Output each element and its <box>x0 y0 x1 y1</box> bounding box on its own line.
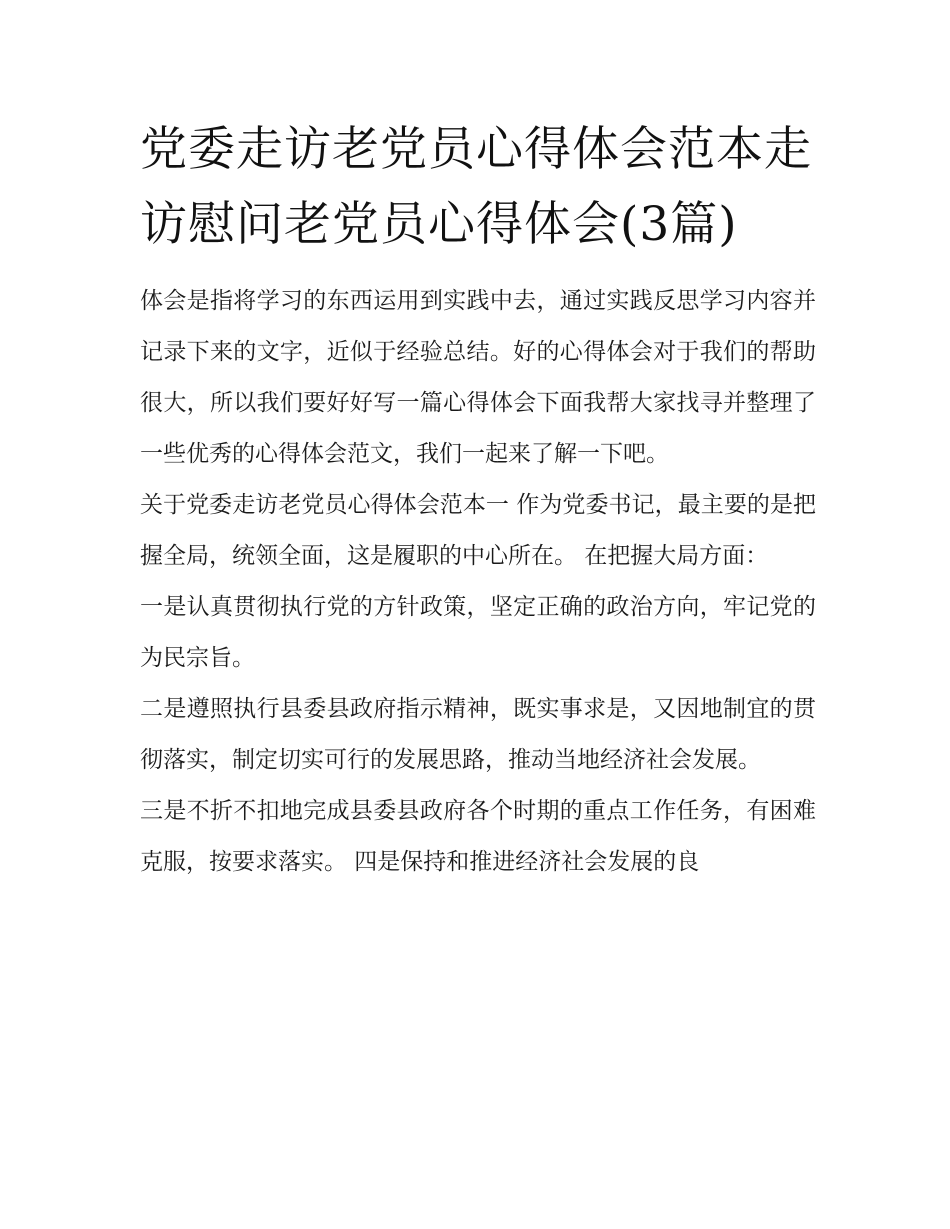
paragraph-sample-one: 关于党委走访老党员心得体会范本一 作为党委书记，最主要的是把握全局，统领全面，这是履职的中心所在。 在把握大局方面： <box>140 492 816 569</box>
document-title: 党委走访老党员心得体会范本走访慰问老党员心得体会(3篇) <box>140 122 812 252</box>
document-body <box>140 112 816 888</box>
paragraph-point-two: 二是遵照执行县委县政府指示精神，既实事求是，又因地制宜的贯彻落实，制定切实可行的发展思路，推动当地经济社会发展。 <box>140 696 816 773</box>
paragraph-intro: 体会是指将学习的东西运用到实践中去，通过实践反思学习内容并记录下来的文字，近似于经验总结。好的心得体会对于我们的帮助很大，所以我们要好好写一篇心得体会下面我帮大家找寻并整理了一些优秀的心得体会范文，我们一起来了解一下吧。 <box>140 288 816 467</box>
paragraph-point-one: 一是认真贯彻执行党的方针政策，坚定正确的政治方向，牢记党的为民宗旨。 <box>140 594 816 671</box>
paragraph-point-three: 三是不折不扣地完成县委县政府各个时期的重点工作任务，有困难克服，按要求落实。 四是保持和推进经济社会发展的良 <box>140 798 816 875</box>
